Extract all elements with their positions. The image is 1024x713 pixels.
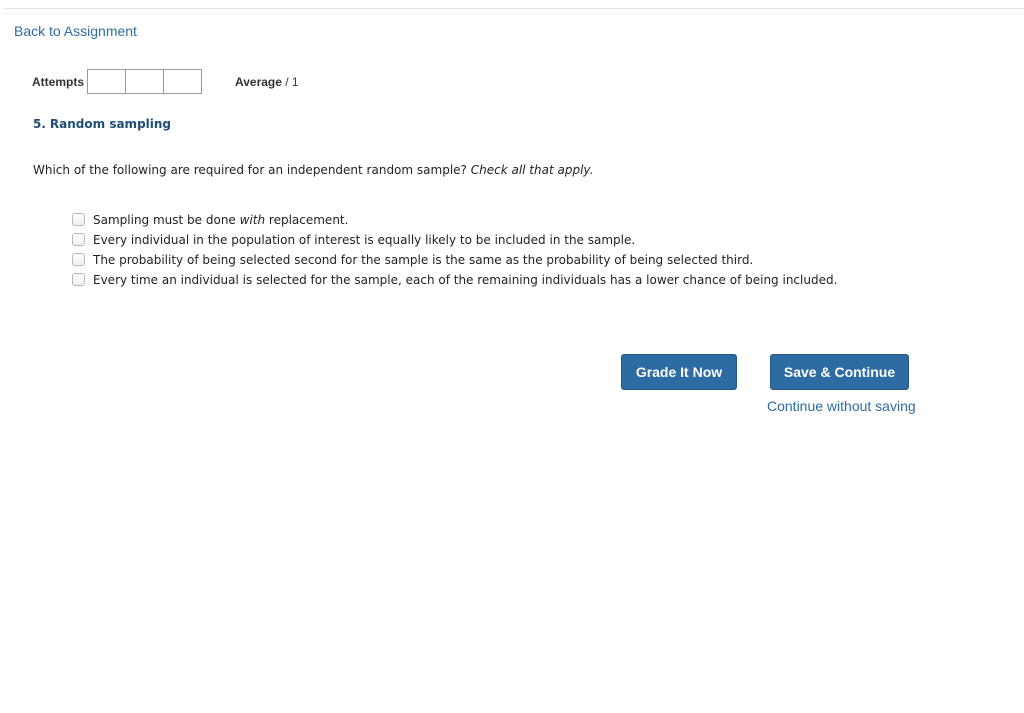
answer-option-text: Every time an individual is selected for the sample, each of the remaining individuals has a lower chance of being included. xyxy=(93,272,838,287)
answer-checkbox-4[interactable] xyxy=(72,273,85,286)
average-score xyxy=(235,75,299,89)
answer-checkbox-3[interactable] xyxy=(72,253,85,266)
back-to-assignment-link[interactable]: Back to Assignment xyxy=(14,23,137,39)
average-label: Average xyxy=(235,75,282,89)
question-title xyxy=(33,117,171,131)
question-prompt xyxy=(33,163,593,177)
save-and-continue-button[interactable]: Save & Continue xyxy=(770,354,909,390)
attempt-box-3 xyxy=(163,69,202,94)
attempt-box-2 xyxy=(125,69,164,94)
attempts-label: Attempts xyxy=(32,74,85,89)
answer-option-text xyxy=(93,213,348,227)
answer-text-before: Sampling must be done xyxy=(93,212,240,227)
continue-without-saving-link[interactable]: Continue without saving xyxy=(767,398,916,414)
answer-checkbox-1[interactable] xyxy=(72,213,85,226)
attempt-box-1 xyxy=(87,69,126,94)
average-value: / 1 xyxy=(285,75,299,89)
question-prompt-hint: Check all that apply. xyxy=(470,163,594,177)
answer-checkbox-2[interactable] xyxy=(72,233,85,246)
answer-option-text: The probability of being selected second for the sample is the same as the probability of being selected third. xyxy=(93,252,754,267)
top-divider-secondary xyxy=(4,13,1024,14)
question-prompt-text: Which of the following are required for an independent random sample? xyxy=(33,163,467,177)
question-title-text: Random sampling xyxy=(49,117,172,131)
answer-text-after: replacement. xyxy=(265,212,349,227)
attempts-row xyxy=(32,69,202,94)
grade-it-now-button[interactable]: Grade It Now xyxy=(621,354,737,390)
answer-options xyxy=(72,203,837,296)
answer-option-text: Every individual in the population of interest is equally likely to be included in the sample. xyxy=(93,232,636,247)
question-number: 5. xyxy=(33,117,46,131)
top-divider xyxy=(4,8,1024,9)
answer-text-emphasis: with xyxy=(239,212,266,227)
answer-option-4[interactable] xyxy=(72,263,837,296)
